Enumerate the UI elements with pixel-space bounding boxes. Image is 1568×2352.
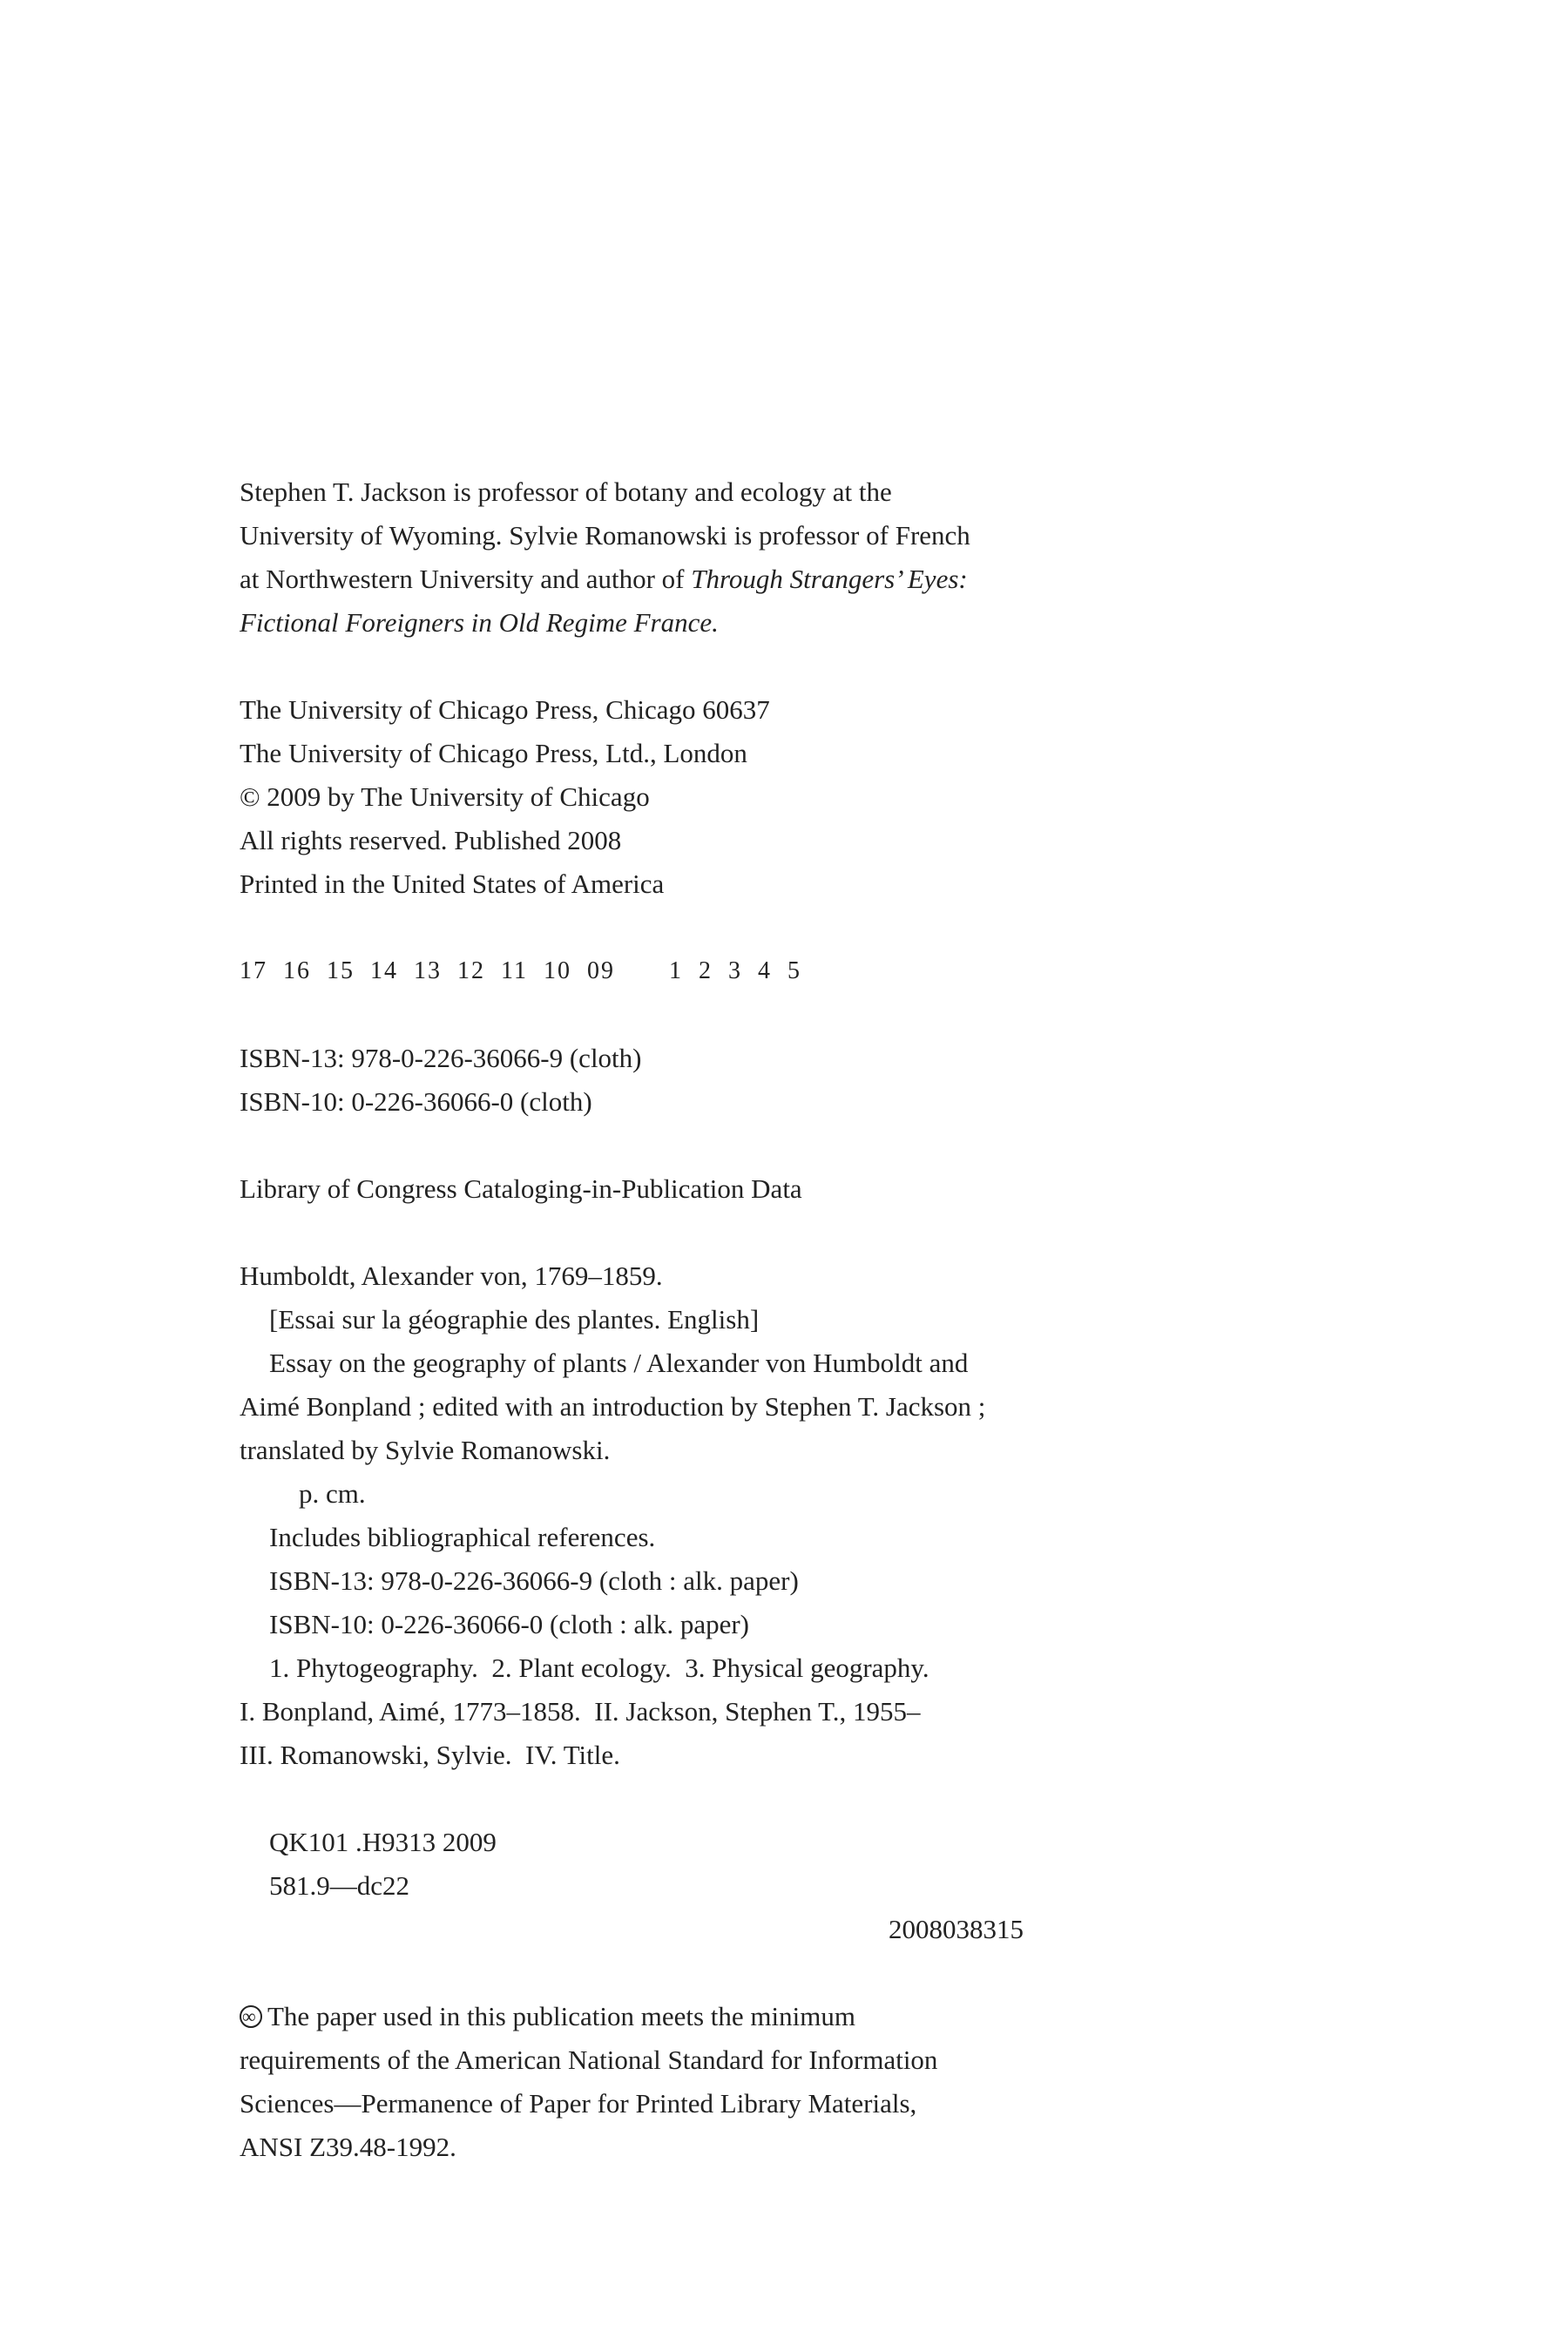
bio-line-2: University of Wyoming. Sylvie Romanowski is professor of French — [240, 520, 970, 551]
lc-classification: QK101 .H9313 2009 — [269, 1827, 497, 1857]
publisher-line-1: The University of Chicago Press, Chicago 60637 — [240, 694, 770, 725]
cip-heading: Library of Congress Cataloging-in-Publication Data — [240, 1173, 802, 1204]
cip-line-8: ISBN-13: 978-0-226-36066-9 (cloth : alk. paper) — [269, 1565, 799, 1596]
bio-line-3 — [240, 558, 1111, 601]
isbn-13: ISBN-13: 978-0-226-36066-9 (cloth) — [240, 1043, 642, 1073]
cip-line-10: 1. Phytogeography. 2. Plant ecology. 3. Physical geography. — [269, 1652, 929, 1683]
author-bio — [240, 470, 1111, 645]
cip-line-4: Aimé Bonpland ; edited with an introduction by Stephen T. Jackson ; — [240, 1391, 986, 1422]
bio-line-3-text: at Northwestern University and author of — [240, 564, 692, 594]
cip-line-1: Humboldt, Alexander von, 1769–1859. — [240, 1260, 663, 1291]
cip-line-7: Includes bibliographical references. — [269, 1522, 656, 1552]
copyright-page — [240, 470, 1111, 2169]
classification-block — [240, 1821, 1111, 1951]
printed-line: Printed in the United States of America — [240, 868, 665, 899]
rights-line: All rights reserved. Published 2008 — [240, 825, 622, 855]
bio-line-4 — [240, 601, 1111, 645]
paper-line-3: Sciences—Permanence of Paper for Printed Library Materials, — [240, 2088, 917, 2119]
isbn-block — [240, 1037, 1111, 1124]
publisher-line-2: The University of Chicago Press, Ltd., London — [240, 738, 747, 768]
printing-numbers — [240, 950, 1111, 993]
isbn-10: ISBN-10: 0-226-36066-0 (cloth) — [240, 1086, 592, 1117]
paper-line-4: ANSI Z39.48-1992. — [240, 2132, 456, 2162]
paper-notice — [240, 1995, 1111, 2169]
cip-line-6: p. cm. — [299, 1478, 366, 1509]
printing-impressions: 1 2 3 4 5 — [668, 957, 801, 984]
cip-line-11: I. Bonpland, Aimé, 1773–1858. II. Jackson, Stephen T., 1955– — [240, 1696, 921, 1727]
paper-line-2: requirements of the American National Standard for Information — [240, 2044, 938, 2075]
paper-line-1 — [240, 1995, 1111, 2038]
publisher-info — [240, 688, 1111, 906]
book-title-part-2: Fictional Foreigners in Old Regime France. — [240, 607, 719, 638]
cip-line-2: [Essai sur la géographie des plantes. English] — [269, 1304, 760, 1335]
cip-line-12: III. Romanowski, Sylvie. IV. Title. — [240, 1740, 620, 1770]
cip-record — [240, 1254, 1111, 1777]
dewey-classification: 581.9—dc22 — [269, 1870, 410, 1901]
bio-line-1: Stephen T. Jackson is professor of botany and ecology at the — [240, 476, 892, 507]
printing-years: 17 16 15 14 13 12 11 10 09 — [240, 957, 615, 984]
copyright-line: © 2009 by The University of Chicago — [240, 781, 650, 812]
permanent-paper-icon — [240, 2005, 262, 2028]
lccn: 2008038315 — [889, 1914, 1024, 1944]
cip-line-3: Essay on the geography of plants / Alexander von Humboldt and — [269, 1348, 969, 1378]
paper-line-1-text: The paper used in this publication meets the minimum — [267, 2001, 855, 2031]
cip-line-9: ISBN-10: 0-226-36066-0 (cloth : alk. paper) — [269, 1609, 749, 1639]
cip-line-5: translated by Sylvie Romanowski. — [240, 1435, 611, 1465]
book-title-part-1: Through Strangers’ Eyes: — [691, 564, 968, 594]
